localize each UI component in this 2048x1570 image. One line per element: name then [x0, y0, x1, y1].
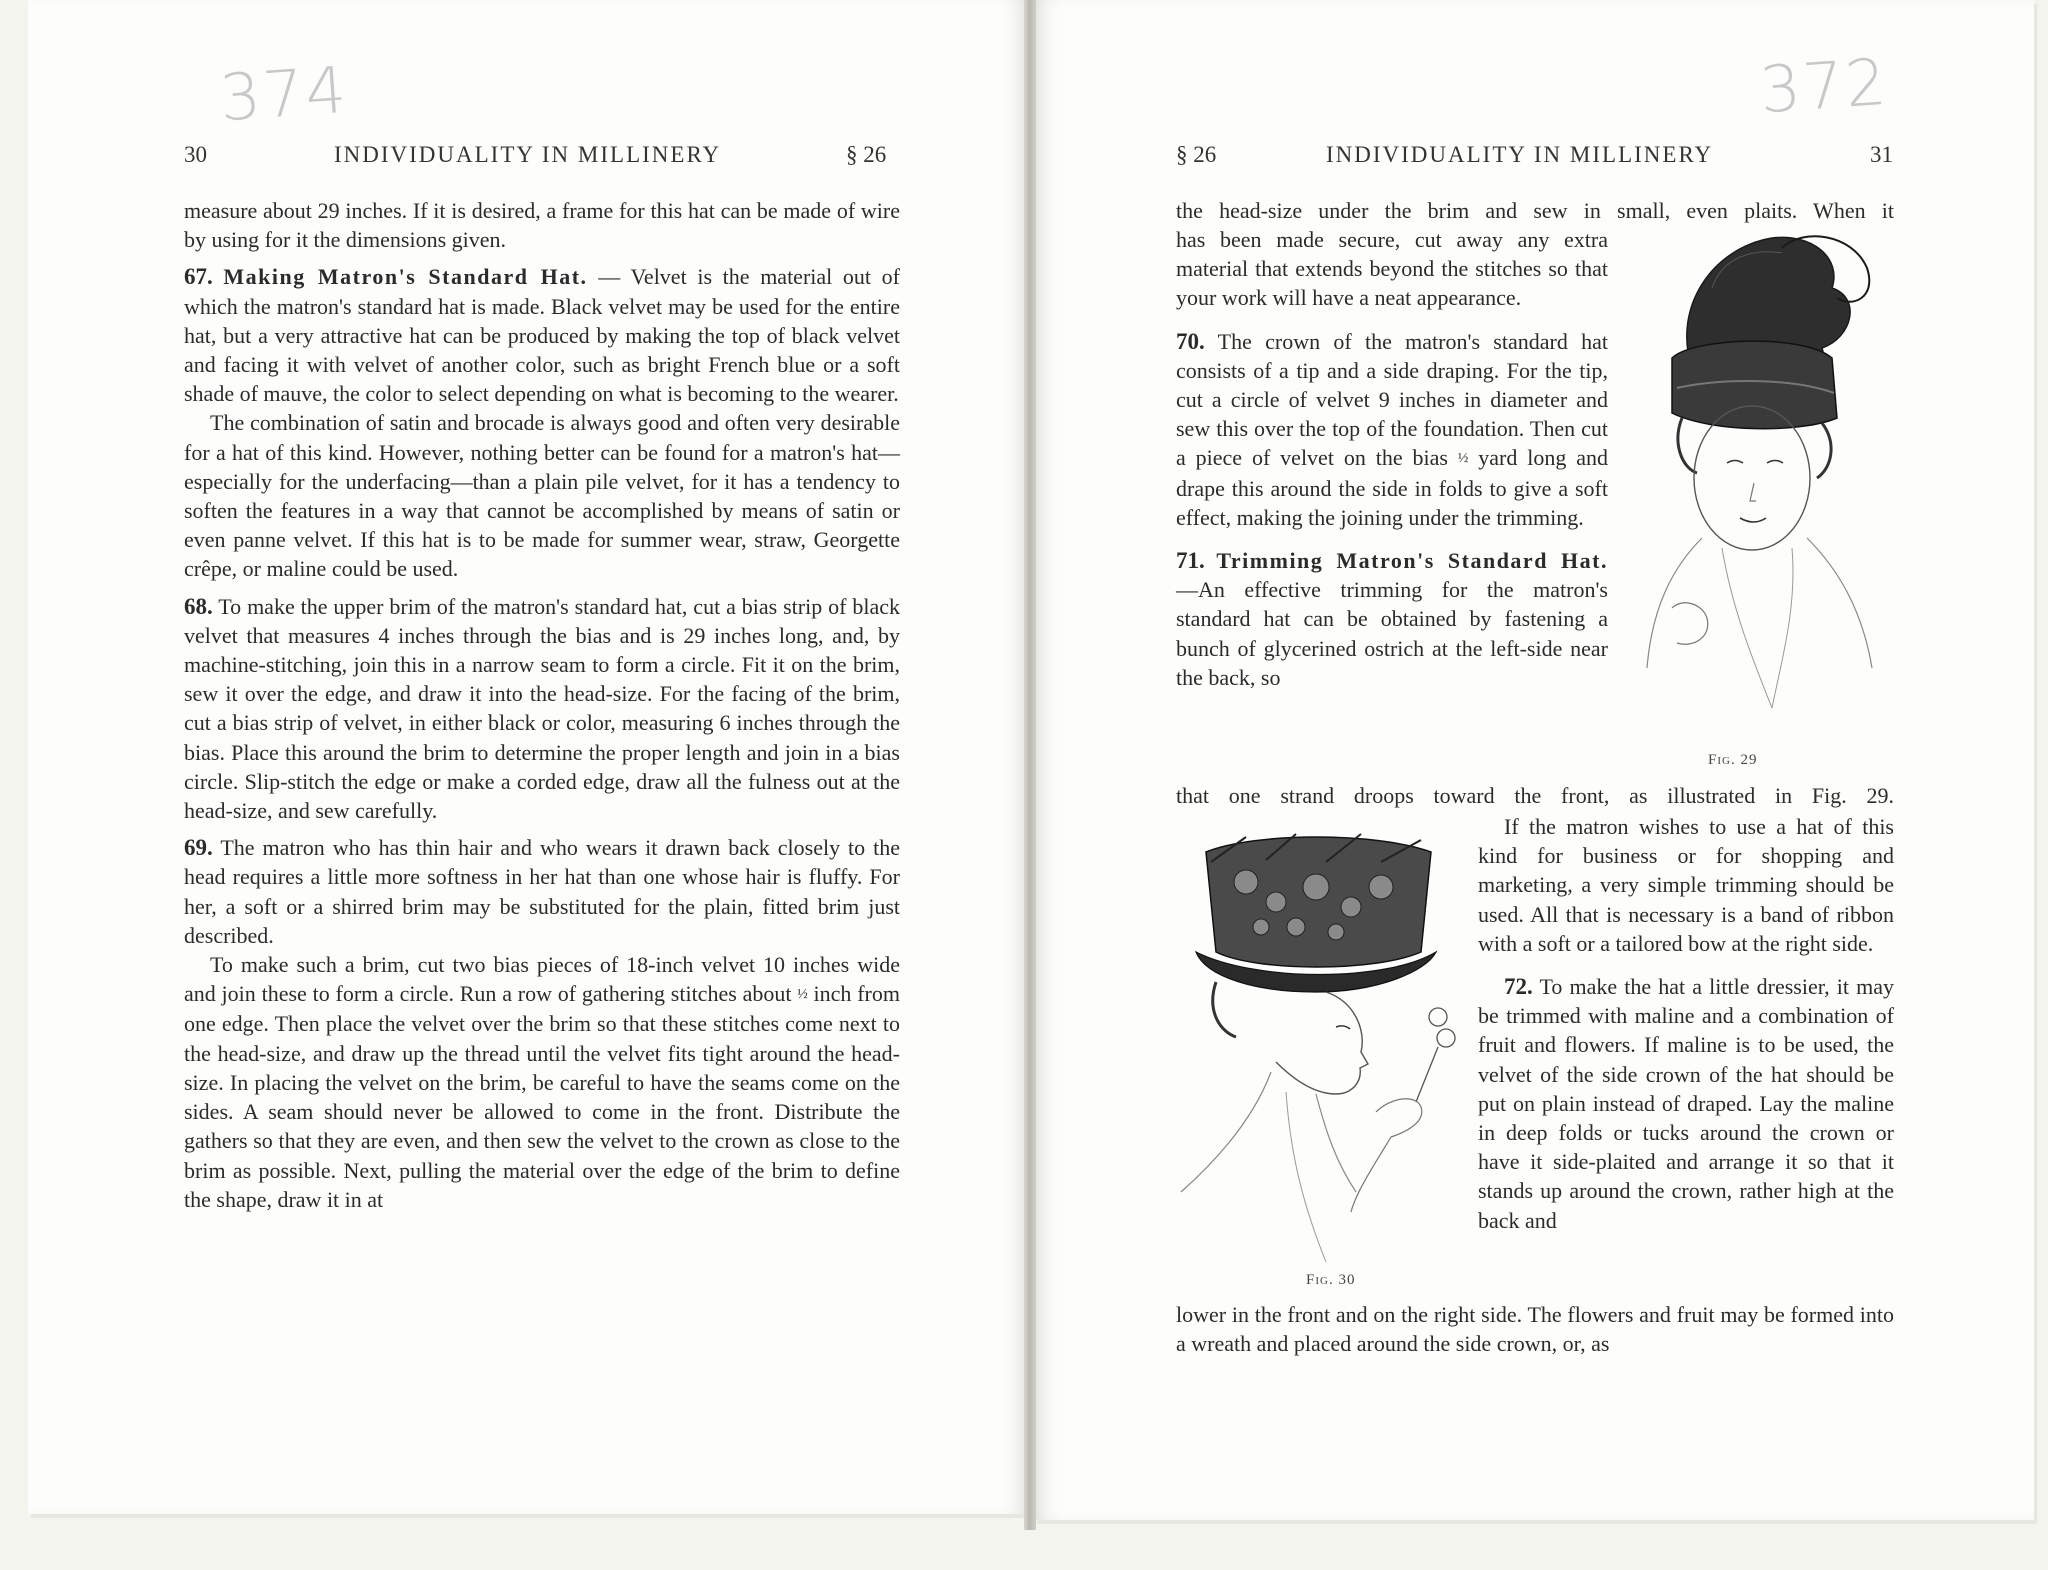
paragraph-number: 70. [1176, 328, 1205, 354]
pencil-mark-left: 374 [217, 53, 351, 137]
paragraph-68 [184, 592, 900, 826]
paragraph-number: 71. [1176, 548, 1205, 574]
paragraph-text: To make the upper brim of the matron's standard hat, cut a bias strip of black velvet that measures 4 inches through the bias and is 29 inches long, and, by machine-stitching, join this in a narrow seam to form a circle. Fit it on the brim, sew it over the edge, and draw it into the head-size. For the facing of the brim, cut a bias strip of velvet, in either black or color, measuring 6 inches through the bias. Place this around the brim to determine the proper length and join in a bias circle. Slip-stitch the edge or make a corded edge, draw all the fulness out at the head-size, and sew carefully. [184, 593, 900, 824]
pencil-mark-right: 372 [1757, 45, 1891, 129]
paragraph-intro: measure about 29 inches. If it is desired, a frame for this hat can be made of wire by using for it the dimensions given. [184, 198, 900, 253]
paragraph-text: To make the hat a little dressier, it may be trimmed with maline and a combination of fruit and flowers. If maline is to be used, the velvet of the side crown of the hat should be put on plain instead of draped. Lay the maline in deep folds or tucks around the crown or have it side-plaited and arrange it so that it stands up around the crown, rather high at the back and [1478, 974, 1894, 1233]
paragraph-text: —An effective trimming for the matron's standard hat can be obtained by fastening a bunch of glycerined ostrich at the left-side near the back, so [1176, 577, 1608, 690]
right-narrow-column [1176, 225, 1608, 692]
paragraph-text: — Velvet is the material out of which the matron's standard hat is made. Black velvet may be used for the entire hat, but a very attractive hat can be produced by making the top of black velvet and facing it with velvet of another color, such as bright French blue or a soft shade of mauve, the color to select depending on what is becoming to the wearer. [184, 264, 901, 407]
paragraph-heading: Trimming Matron's Standard Hat. [1216, 548, 1608, 574]
paragraph-67 [184, 262, 900, 408]
paragraph-text: To make such a brim, cut two bias pieces of 18-inch velvet 10 inches wide and join these to form a circle. Run a row of gathering stitches about [184, 952, 900, 1007]
paragraph-number: 69. [184, 835, 213, 861]
paragraph-69-continued [184, 950, 900, 1214]
book-gutter [1024, 0, 1036, 1530]
paragraph-67-continued: The combination of satin and brocade is always good and often very desirable for a hat of this kind. However, nothing better can be found for a matron's hat—especially for the underfacing—than a plain pile velvet, for it has a tendency to soften the features in a way that cannot be accomplished by means of satin or even panne velvet. If this hat is to be made for summer wear, straw, Georgette crêpe, or maline could be used. [184, 410, 900, 582]
fig-30-illustration [1176, 832, 1462, 1272]
right-page-number: 31 [1870, 142, 1893, 167]
right-section-mark: § 26 [1176, 142, 1217, 167]
right-lower-column [1478, 812, 1894, 1235]
paragraph-intro-right: has been made secure, cut away any extra material that extends beyond the stitches so that your work will have a neat appearance. [1176, 227, 1608, 311]
fig-30-caption: Fig. 30 [1306, 1272, 1356, 1288]
paragraph-text: The matron who has thin hair and who wears it drawn back closely to the head requires a little more softness in her hat than one whose hair is fluffy. For her, a soft or a shirred brim may be substituted for the plain, fitted brim just described. [184, 835, 901, 948]
right-line-1: the head-size under the brim and sew in small, even plaits. When it [1176, 198, 1894, 223]
paragraph-70 [1176, 327, 1608, 532]
paragraph-text: inch from one edge. Then place the velvet over the brim so that these stitches come next to the head-size, and draw up the thread until the velvet fits tight around the head-size. In placing the velvet on the brim, be careful to have the seams come on the sides. A seam should never be allowed to come in the front. Distribute the gathers so that they are even, and then sew the velvet to the crown as close to the brim as possible. Next, pulling the material over the edge of the brim to define the shape, draw it in at [184, 981, 900, 1212]
paragraph-text: The crown of the matron's standard hat consists of a tip and a side draping. For the tip, cut a circle of velvet 9 inches in diameter and sew this over the top of the foundation. Then cut a piece of velvet on the bias [1176, 328, 1608, 471]
face-profile [1276, 992, 1368, 1094]
left-section-mark: § 26 [846, 142, 887, 167]
left-page-number: 30 [184, 142, 207, 167]
paragraph-number: 72. [1504, 974, 1533, 1000]
lorgnette-icon [1416, 1008, 1455, 1102]
fig-29-caption: Fig. 29 [1708, 752, 1758, 768]
paragraph-69 [184, 833, 900, 950]
fraction: ½ [797, 987, 808, 1003]
paragraph-72 [1478, 972, 1894, 1235]
fraction: ½ [1457, 451, 1469, 467]
right-running-title: INDIVIDUALITY IN MILLINERY [1326, 142, 1714, 167]
hat-crown [1206, 837, 1431, 967]
right-full-lines-72: lower in the front and on the right side. The flowers and fruit may be formed into a wreath and placed around the side crown, or, as [1176, 1302, 1894, 1357]
left-body-text [184, 196, 900, 1214]
fig-29-illustration [1632, 228, 1896, 728]
hand [1672, 603, 1708, 644]
paragraph-71 [1176, 546, 1608, 692]
paragraph-number: 67. [184, 264, 213, 290]
hand [1351, 1099, 1422, 1212]
right-full-line-71: that one strand droops toward the front, as illustrated in Fig. 29. [1176, 783, 1894, 808]
paragraph-number: 68. [184, 593, 213, 619]
left-running-title: INDIVIDUALITY IN MILLINERY [334, 142, 722, 167]
paragraph-71-continued: If the matron wishes to use a hat of this kind for business or for shopping and marketing, a very simple trimming should be used. All that is necessary is a band of ribbon with a soft or a tailored bow at the right side. [1478, 814, 1894, 956]
paragraph-heading: Making Matron's Standard Hat. [223, 264, 588, 290]
paragraph-text: yard long and drape this around the side in folds to give a soft effect, making the joining under the trimming. [1176, 445, 1609, 530]
